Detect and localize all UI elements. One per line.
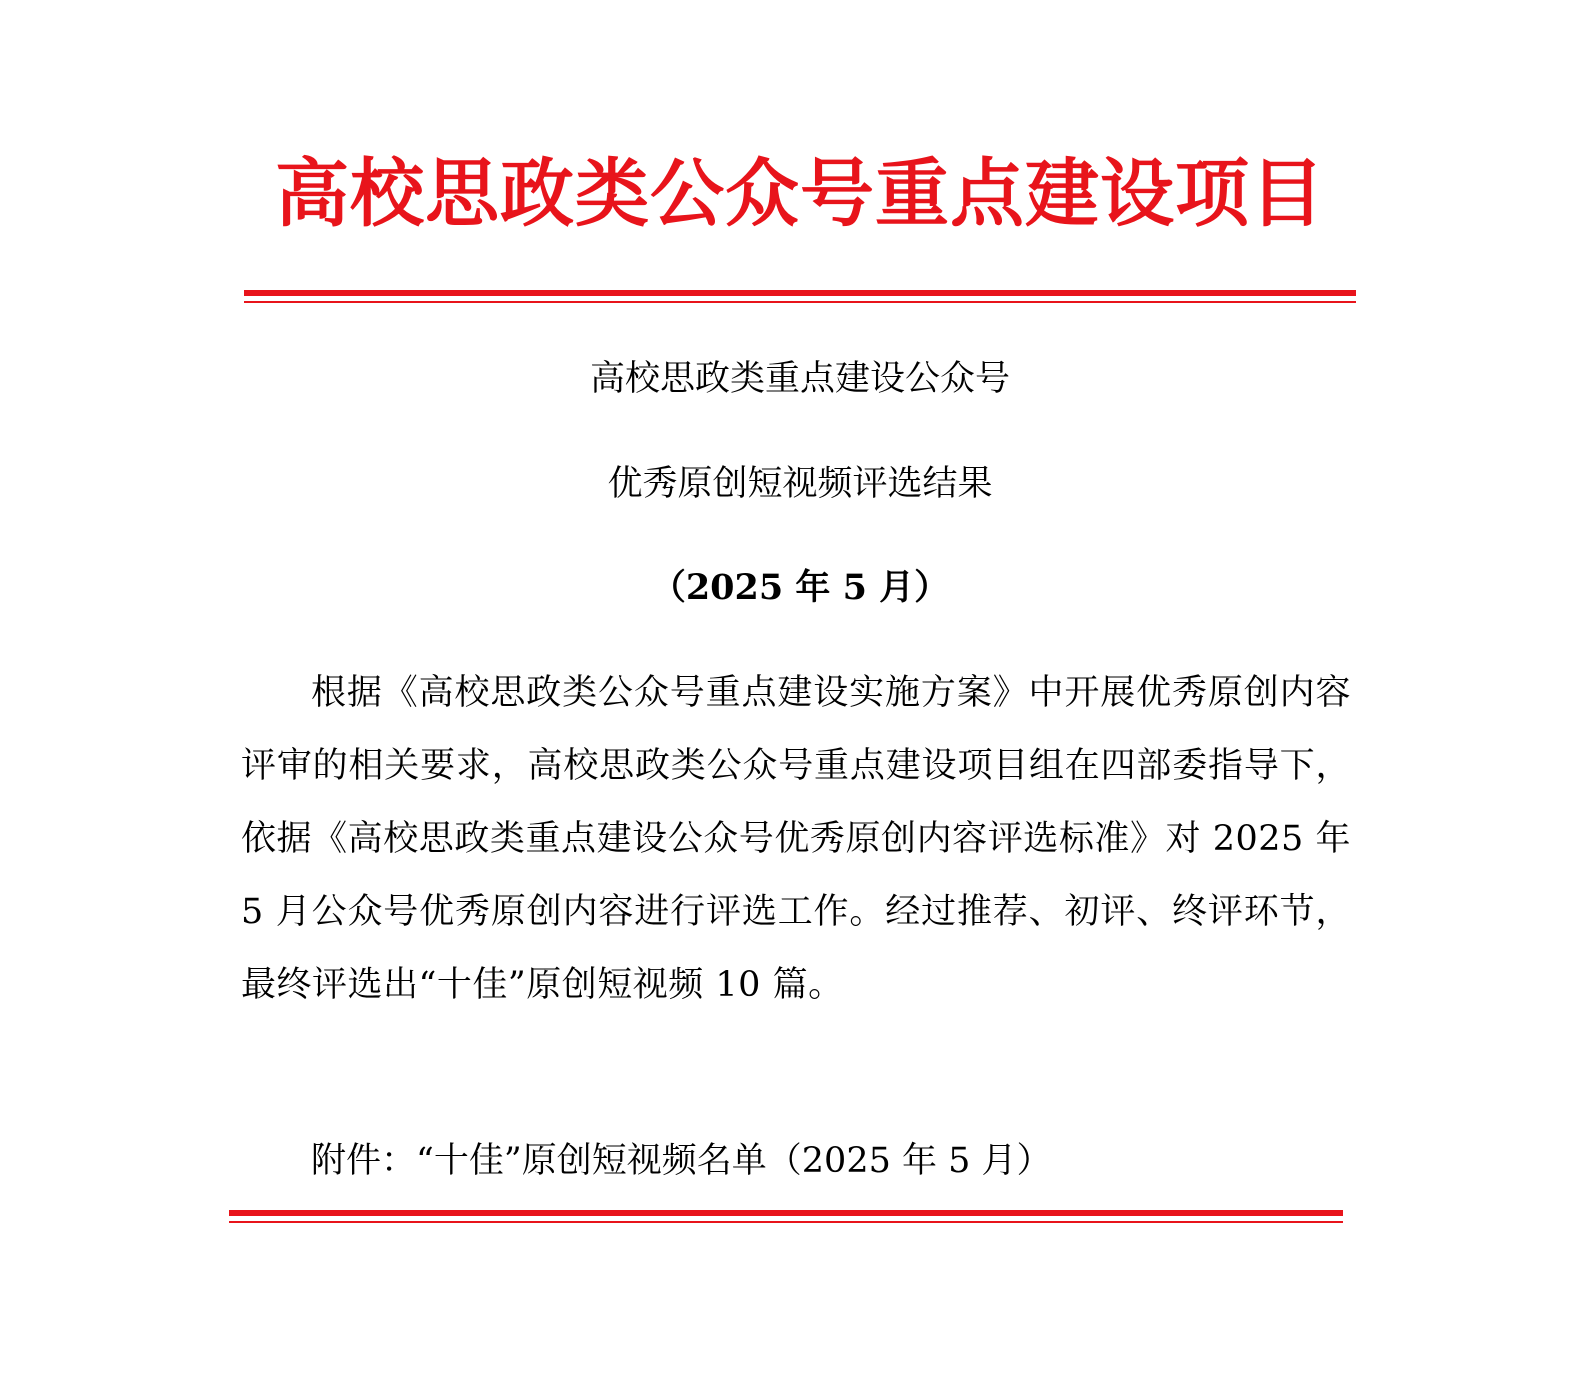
- document-date-line: （2025 年 5 月）: [650, 567, 950, 608]
- document-title-line-1: 高校思政类重点建设公众号: [589, 359, 1010, 399]
- footer-rule-thin: [229, 1221, 1343, 1223]
- body-paragraph: 根据《高校思政类公众号重点建设实施方案》中开展优秀原创内容评审的相关要求，高校思政类公众号重点建设项目组在四部委指导下，依据《高校思政类重点建设公众号优秀原创内容评选标准》对 2025 年 5 月公众号优秀原创内容进行评选工作。经过推荐、初评、终评环节，最终评选出“十佳”原创短视频 10 篇。: [241, 673, 1351, 1005]
- masthead-title: 高校思政类公众号重点建设项目: [275, 151, 1325, 237]
- footer-rule-thick: [229, 1210, 1343, 1216]
- document-title-line-2: 优秀原创短视频评选结果: [607, 464, 993, 504]
- attachment-line: 附件：“十佳”原创短视频名单（2025 年 5 月）: [311, 1141, 1052, 1181]
- masthead-rule-thin: [244, 301, 1356, 303]
- masthead-rule-thick: [244, 290, 1356, 296]
